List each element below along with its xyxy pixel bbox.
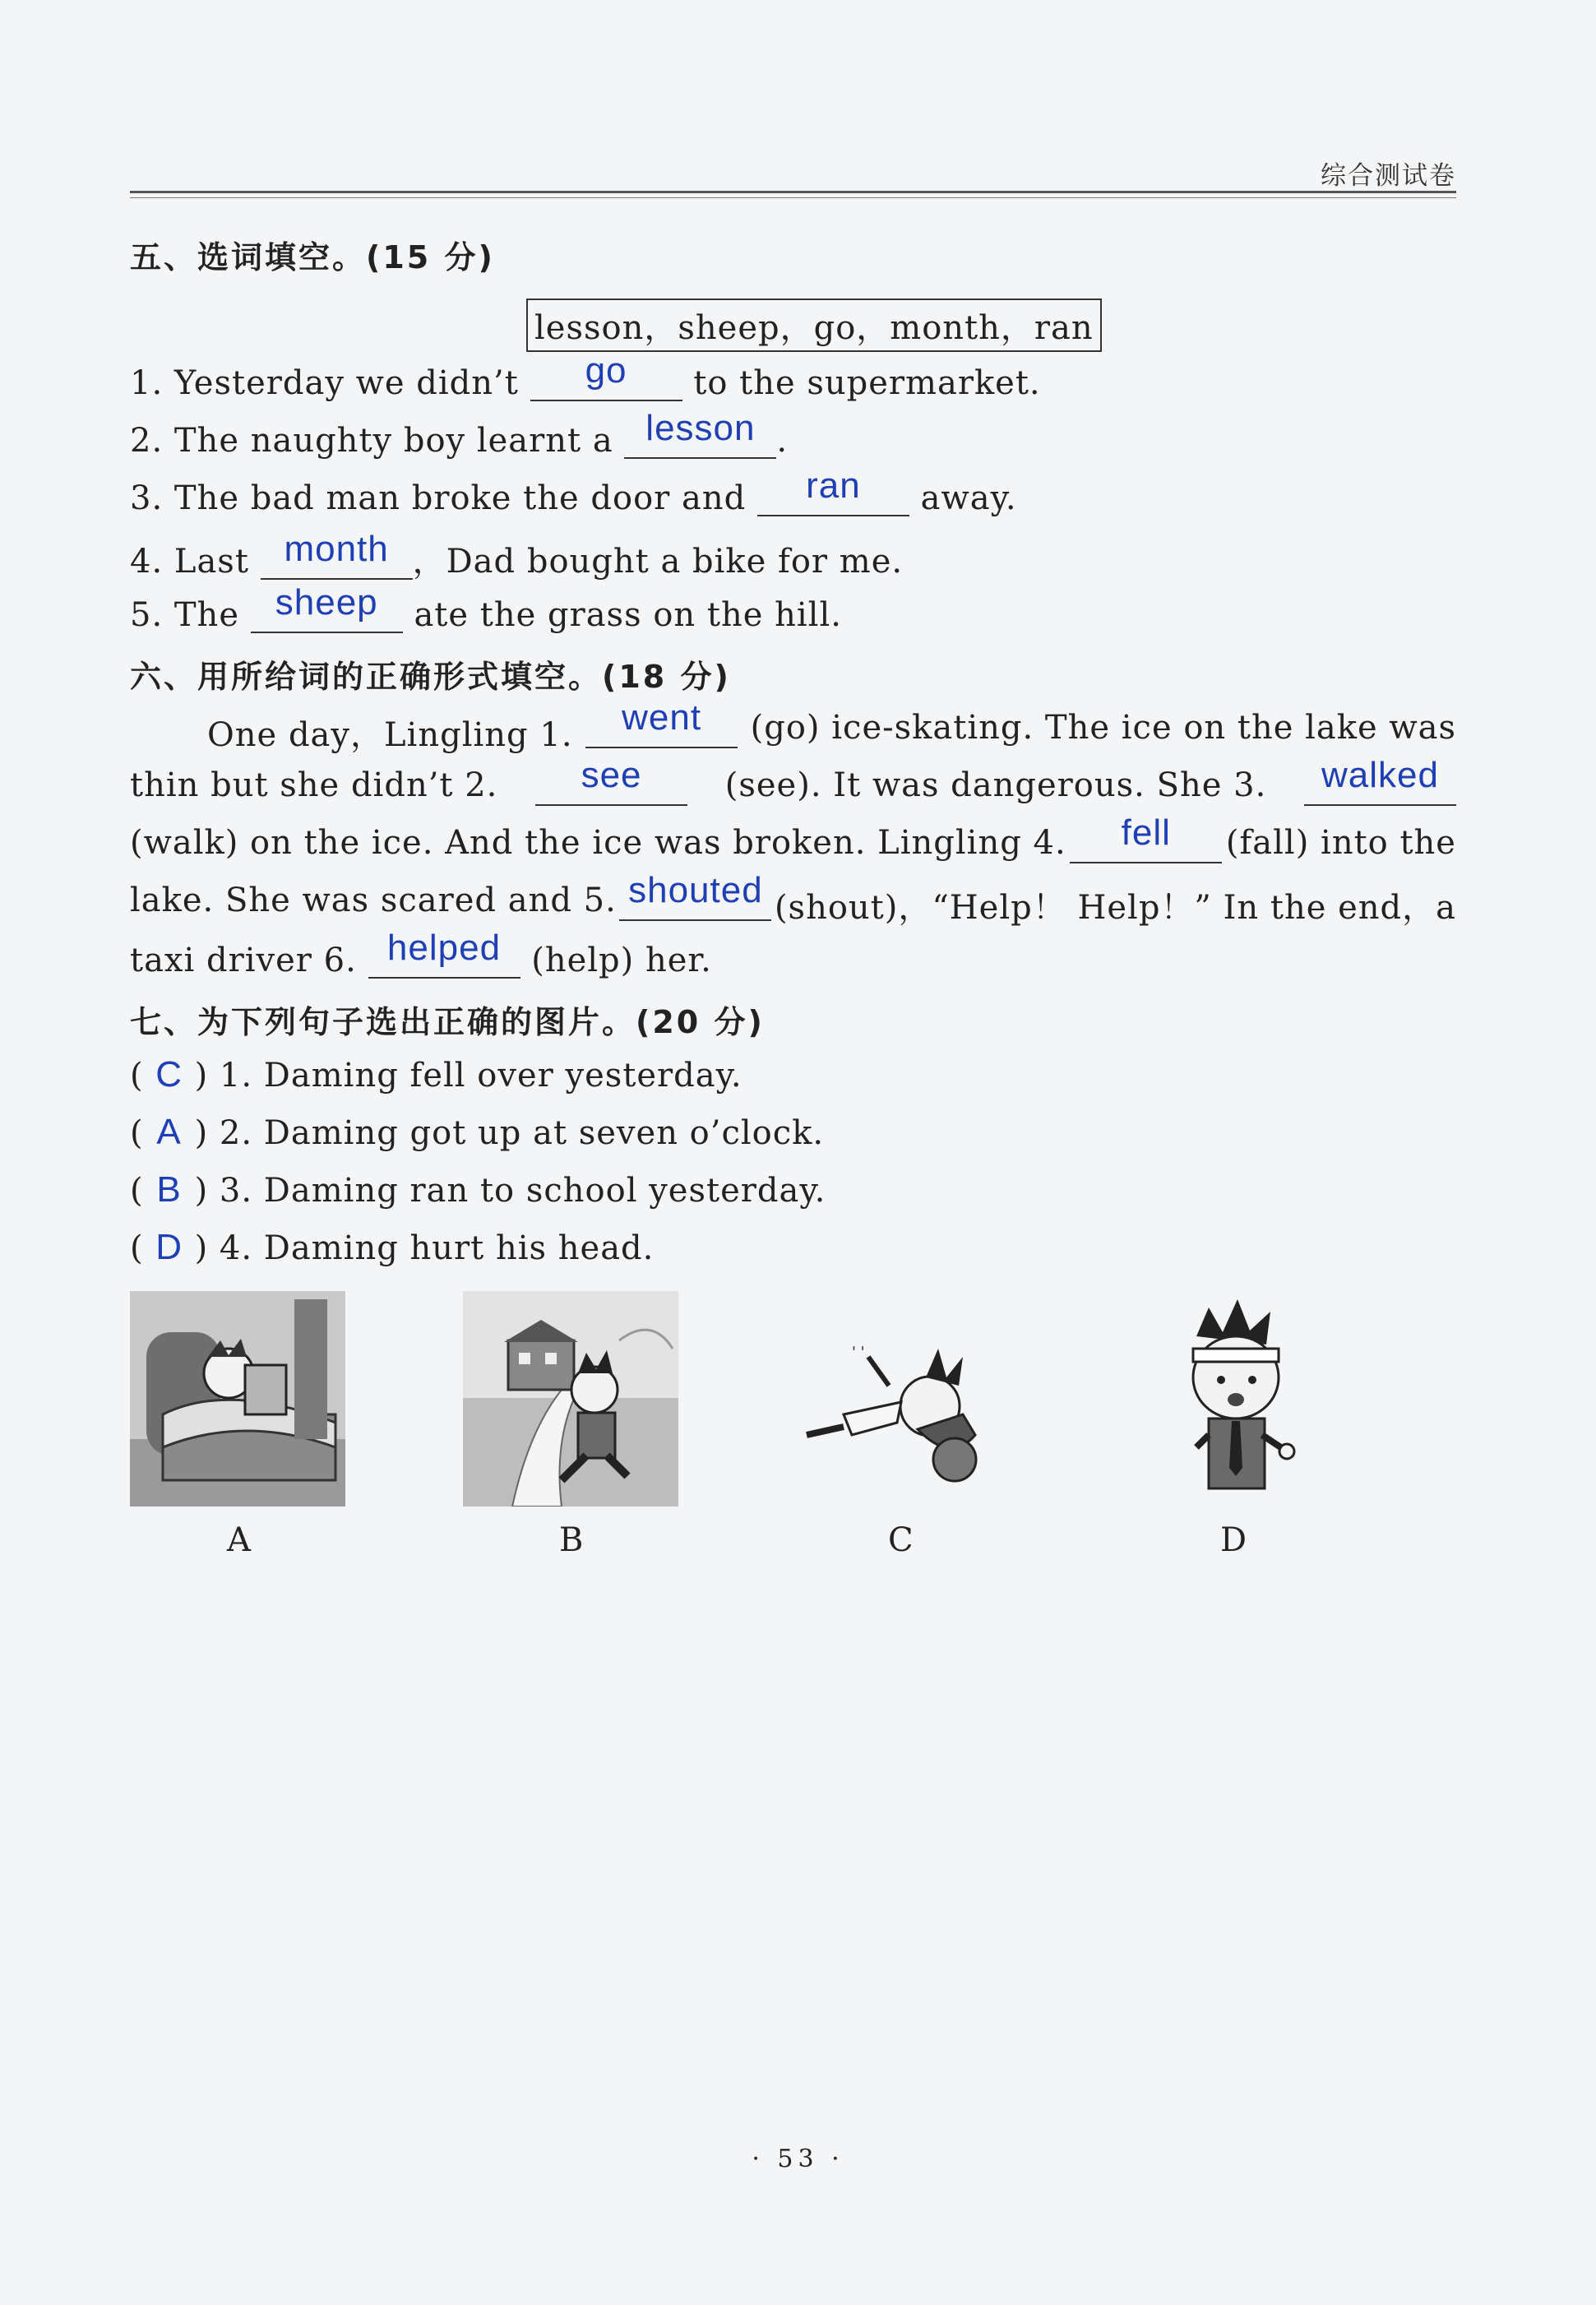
passage-text: One day，Lingling 1. [207, 716, 573, 754]
passage-text: (go) ice-skating. The ice on the lake was [750, 709, 1456, 747]
answer-blank[interactable] [624, 408, 776, 459]
answer-blank[interactable] [1070, 812, 1222, 863]
item-text: away. [920, 479, 1017, 517]
passage-line-3 [130, 812, 1456, 863]
match-item-2 [130, 1112, 1456, 1153]
answer-choice[interactable]: A [156, 1112, 182, 1152]
passage-line-4 [130, 870, 1456, 928]
fill-item-4 [130, 529, 1456, 582]
answer-blank[interactable] [261, 529, 413, 580]
picture-c-fall [794, 1291, 1010, 1507]
picture-label-b: B [559, 1521, 584, 1559]
answer-choice[interactable]: D [155, 1227, 183, 1267]
item-text: to the supermarket. [693, 364, 1041, 402]
passage-text: (see). It was dangerous. She 3. [724, 766, 1267, 804]
passage-text: (fall) into the [1225, 824, 1456, 862]
answer-blank[interactable] [368, 928, 520, 979]
item-text: ，Dad bought a bike for me. [412, 543, 904, 581]
page-number: · 53 · [752, 2145, 844, 2173]
paren: ( [130, 1172, 144, 1210]
passage-text: taxi driver 6. [130, 942, 357, 979]
section-5-heading: 五、选词填空。(15 分) [130, 239, 495, 275]
passage-text: (walk) on the ice. And the ice was broken. Lingling 4. [130, 824, 1066, 862]
handwritten-answer: month [284, 529, 389, 569]
handwritten-answer: helped [386, 928, 502, 968]
item-text: ) 2. Daming got up at seven o’clock. [194, 1114, 825, 1152]
answer-blank[interactable] [585, 697, 738, 748]
picture-d-hurt-head [1131, 1291, 1346, 1507]
picture-label-d: D [1220, 1521, 1247, 1559]
paren: ( [130, 1114, 144, 1152]
picture-a-bed [130, 1291, 345, 1507]
answer-choice[interactable]: B [156, 1169, 182, 1210]
running-title: 综合测试卷 [1321, 161, 1456, 191]
item-text: 4. Last [130, 543, 249, 581]
item-text: 2. The naughty boy learnt a [130, 422, 613, 460]
header-rule-thin [130, 197, 1456, 198]
fill-item-3 [130, 465, 1456, 517]
match-item-3 [130, 1169, 1456, 1210]
handwritten-answer: fell [1121, 812, 1171, 853]
answer-blank[interactable] [251, 582, 403, 633]
handwritten-answer: walked [1321, 755, 1439, 795]
svg-text:' ': ' ' [852, 1344, 865, 1361]
fill-item-5 [130, 582, 1456, 634]
answer-blank[interactable] [1304, 755, 1456, 806]
handwritten-answer: went [622, 697, 702, 738]
fill-item-2 [130, 408, 1456, 460]
header-rule [130, 191, 1456, 193]
passage-text: thin but she didn’t 2. [130, 766, 498, 804]
item-text: ) 1. Daming fell over yesterday. [194, 1057, 742, 1095]
answer-choice[interactable]: C [155, 1054, 183, 1095]
answer-blank[interactable] [535, 755, 687, 806]
section-6-heading: 六、用所给词的正确形式填空。(18 分) [130, 659, 731, 695]
item-text: . [776, 422, 789, 460]
paren: ( [130, 1057, 144, 1095]
handwritten-answer: go [585, 350, 627, 391]
paren: ( [130, 1229, 144, 1267]
handwritten-answer: sheep [275, 582, 378, 623]
answer-blank[interactable] [757, 465, 909, 516]
answer-blank[interactable] [619, 870, 771, 921]
picture-label-c: C [888, 1521, 914, 1559]
handwritten-answer: ran [806, 465, 861, 506]
picture-label-a: A [227, 1521, 251, 1559]
word-bank: lesson，sheep，go，month，ran [526, 299, 1102, 352]
passage-text: (help) her. [531, 942, 712, 979]
item-text: 5. The [130, 596, 239, 634]
match-item-1 [130, 1054, 1456, 1095]
handwritten-answer: see [581, 755, 642, 795]
match-item-4 [130, 1227, 1456, 1268]
passage-text: (shout)，“Help！ Help！” In the end，a [774, 889, 1456, 927]
handwritten-answer: lesson [645, 408, 756, 448]
picture-b-school [463, 1291, 678, 1507]
item-text: 1. Yesterday we didn’t [130, 364, 519, 402]
item-text: ) 3. Daming ran to school yesterday. [194, 1172, 826, 1210]
item-text: 3. The bad man broke the door and [130, 479, 747, 517]
item-text: ) 4. Daming hurt his head. [194, 1229, 655, 1267]
handwritten-answer: shouted [628, 870, 763, 910]
section-7-heading: 七、为下列句子选出正确的图片。(20 分) [130, 1004, 765, 1040]
passage-line-5 [130, 928, 1456, 979]
passage-line-2 [130, 755, 1456, 806]
fill-item-1 [130, 350, 1456, 402]
passage-text: lake. She was scared and 5. [130, 882, 617, 919]
passage-line-1 [207, 697, 1456, 756]
answer-blank[interactable] [530, 350, 682, 401]
item-text: ate the grass on the hill. [414, 596, 842, 634]
